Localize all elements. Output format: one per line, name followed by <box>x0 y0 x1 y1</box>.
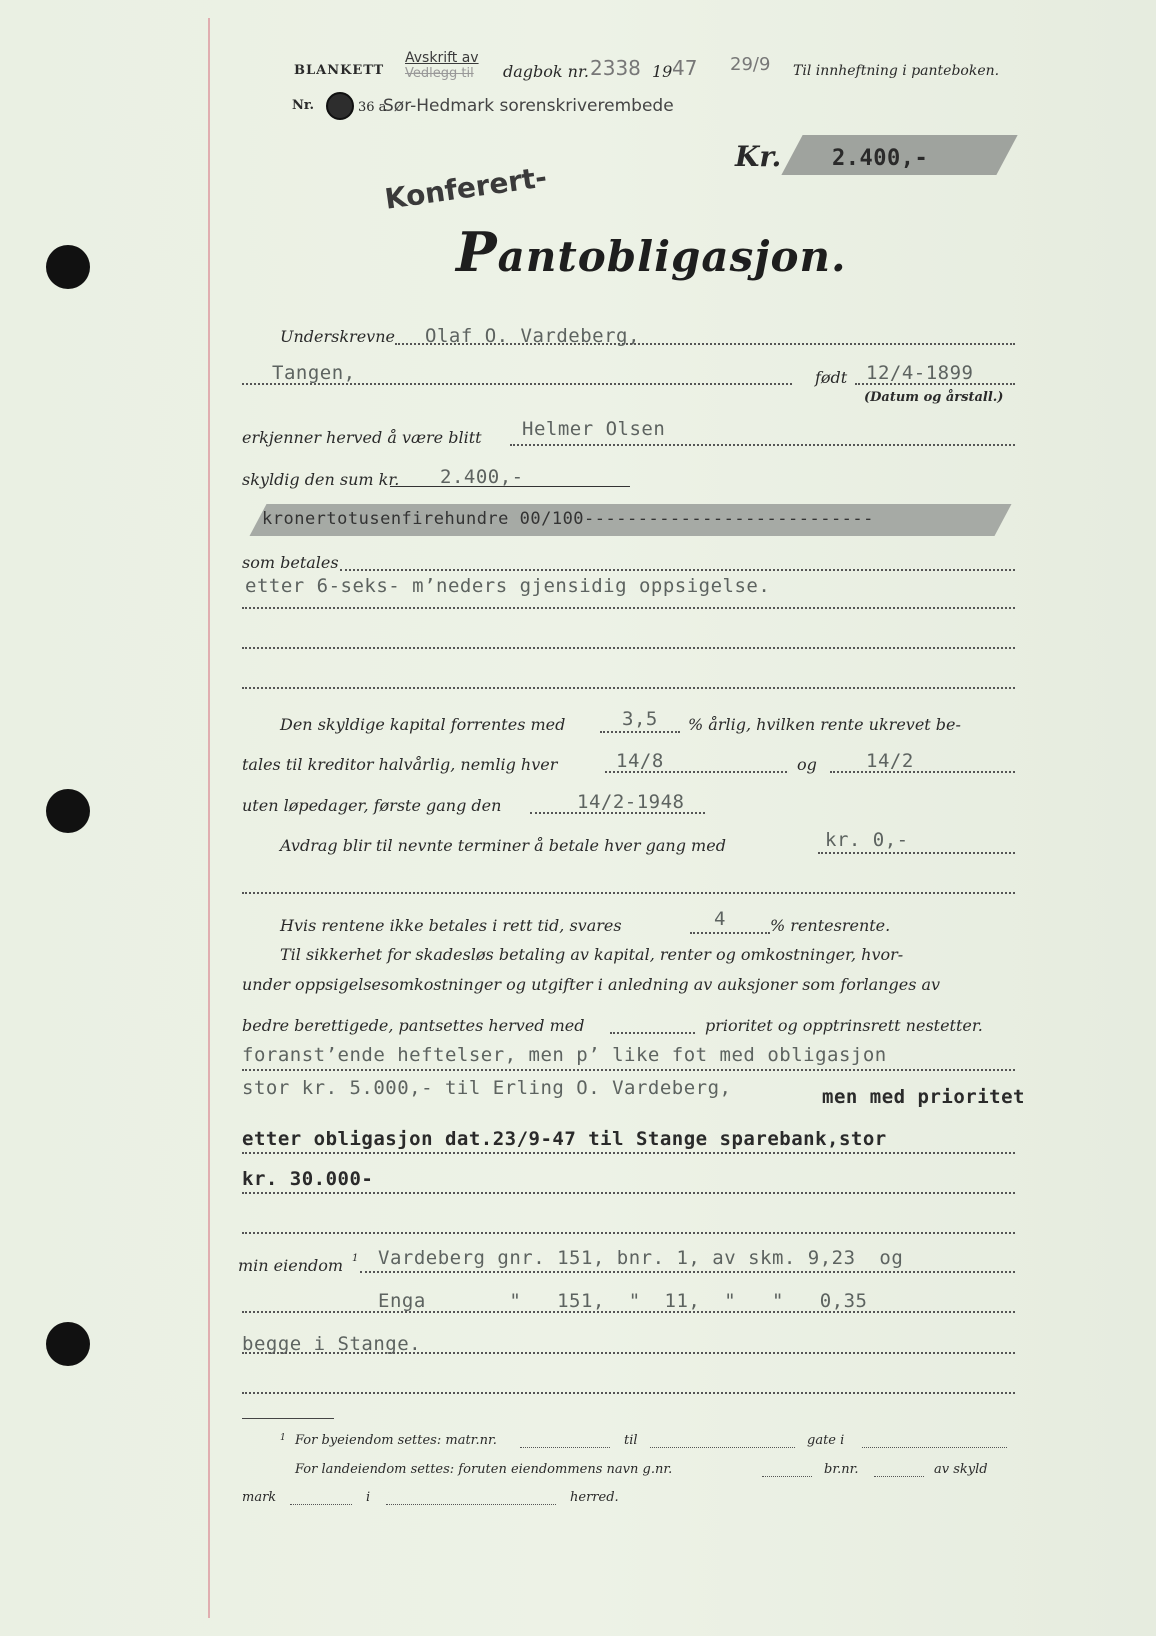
property-line-2: Enga " 151, " 11, " " 0,35 <box>378 1290 868 1312</box>
penalty-rate: 4 <box>714 908 726 930</box>
security-text-1: Til sikkerhet for skadesløs betaling av kapital, renter og omkostninger, hvor- <box>280 945 904 964</box>
footnote-marker: 1 <box>352 1253 359 1264</box>
footnote-number: 1 <box>280 1433 286 1443</box>
dotted-line <box>520 1447 610 1448</box>
dotted-line <box>242 687 1015 689</box>
sum-in-words: kronertotusenfirehundre 00/100--------------------------- <box>262 509 874 529</box>
footnote-2b: br.nr. <box>824 1462 859 1477</box>
footnote-2a: For landeiendom settes: foruten eiendommens navn g.nr. <box>295 1462 673 1477</box>
dotted-line <box>600 731 680 733</box>
fodt-label: født <box>815 368 848 387</box>
priority-line-4: kr. 30.000- <box>242 1168 374 1190</box>
priority-line-3: etter obligasjon dat.23/9-47 til Stange sparebank,stor <box>242 1128 887 1150</box>
dotted-line <box>242 647 1015 649</box>
avdrag-value: kr. 0,- <box>825 829 909 851</box>
security-text-4: prioritet og opptrinsrett nestetter. <box>705 1016 983 1035</box>
dotted-line <box>242 1311 1015 1313</box>
dotted-line <box>242 1392 1015 1394</box>
date-handwritten: 29/9 <box>730 54 771 75</box>
title-initial: P <box>456 220 498 284</box>
birth-date: 12/4-1899 <box>866 362 974 384</box>
og-label: og <box>797 755 817 774</box>
document-title <box>456 220 847 284</box>
dotted-line <box>830 771 1015 773</box>
footnote-3a: mark <box>242 1490 277 1505</box>
dotted-line <box>242 892 1015 894</box>
punch-hole <box>46 245 90 289</box>
betales-label: som betales <box>242 553 339 572</box>
nr-value: 36 a <box>358 100 387 115</box>
first-payment-date: 14/2-1948 <box>577 791 685 813</box>
term-date-2: 14/2 <box>866 750 914 772</box>
interest-rate: 3,5 <box>622 708 658 730</box>
priority-line-1: foranst’ende heftelser, men p’ like fot med obligasjon <box>242 1044 887 1066</box>
panteboken-note: Til innheftning i panteboken. <box>793 63 1000 79</box>
dotted-line <box>510 444 1015 446</box>
konferert-stamp: Konferert- <box>382 160 549 216</box>
office-stamp: Sør-Hedmark sorenskriverembede <box>383 96 674 116</box>
property-line-1: Vardeberg gnr. 151, bnr. 1, av skm. 9,23 og <box>378 1247 904 1269</box>
signer-place: Tangen, <box>272 362 356 384</box>
dotted-line <box>242 1192 1015 1194</box>
avdrag-text: Avdrag blir til nevnte terminer å betale hver gang med <box>280 836 726 855</box>
property-line-3: begge i Stange. <box>242 1333 422 1355</box>
year-prefix: 19 <box>652 62 673 81</box>
dagbok-label: dagbok nr. <box>503 62 589 81</box>
underskrevne-label: Underskrevne <box>280 327 395 346</box>
footnote-1a: For byeiendom settes: matr.nr. <box>295 1433 497 1448</box>
security-text-2: under oppsigelsesomkostninger og utgifter i anledning av auksjoner som forlanges av <box>242 975 941 994</box>
datum-note: (Datum og årstall.) <box>864 390 1004 405</box>
seal-icon <box>326 92 354 120</box>
dotted-line <box>242 607 1015 609</box>
priority-line-2b: men med prioritet <box>822 1086 1025 1108</box>
dotted-line <box>874 1476 924 1477</box>
dotted-line <box>290 1504 352 1505</box>
payment-terms: etter 6-seks- m’neders gjensidig oppsigelse. <box>245 575 771 597</box>
footnote-rule <box>242 1418 334 1419</box>
avskrift-label: Avskrift av <box>405 50 479 66</box>
amount-value: 2.400,- <box>832 146 929 171</box>
dotted-line <box>862 1447 1007 1448</box>
footnote-1c: gate i <box>807 1433 845 1448</box>
kr-label: Kr. <box>735 140 782 173</box>
interest-text: Den skyldige kapital forrentes med <box>280 715 566 734</box>
dotted-line <box>650 1447 795 1448</box>
dotted-line <box>360 1271 1015 1273</box>
dotted-line <box>610 1032 695 1034</box>
margin-line <box>208 18 210 1618</box>
sum-value: 2.400,- <box>440 466 524 488</box>
dotted-line <box>242 1152 1015 1154</box>
punch-hole <box>46 789 90 833</box>
hvis-text: Hvis rentene ikke betales i rett tid, svares <box>280 916 622 935</box>
dotted-line <box>242 1232 1015 1234</box>
erkjenner-label: erkjenner herved å være blitt <box>242 428 482 447</box>
dotted-line <box>386 1504 556 1505</box>
nr-label: Nr. <box>292 98 315 113</box>
term-date-1: 14/8 <box>616 750 664 772</box>
priority-line-2: stor kr. 5.000,- til Erling O. Vardeberg, <box>242 1077 732 1099</box>
creditor-name: Helmer Olsen <box>522 418 666 440</box>
halvarlig-text: tales til kreditor halvårlig, nemlig hver <box>242 755 558 774</box>
dotted-line <box>242 1352 1015 1354</box>
dotted-line <box>818 852 1015 854</box>
vedlegg-label: Vedlegg til <box>405 66 474 81</box>
interest-text-2: % årlig, hvilken rente ukrevet be- <box>688 715 961 734</box>
footnote-2c: av skyld <box>934 1462 988 1477</box>
security-text-3: bedre berettigede, pantsettes herved med <box>242 1016 585 1035</box>
footnote-3c: herred. <box>570 1490 619 1505</box>
footnote-3b: i <box>366 1490 371 1505</box>
dotted-line <box>762 1476 812 1477</box>
signer-name: Olaf O. Vardeberg, <box>425 325 640 347</box>
skyldig-label: skyldig den sum kr. <box>242 470 400 489</box>
dagbok-number: 2338 <box>590 56 641 80</box>
punch-hole <box>46 1322 90 1366</box>
title-rest: antobligasjon. <box>497 232 847 281</box>
rentesrente-text: % rentesrente. <box>770 916 891 935</box>
eiendom-label: min eiendom <box>238 1256 344 1275</box>
dotted-line <box>340 569 1015 571</box>
lopedager-text: uten løpedager, første gang den <box>242 796 502 815</box>
dotted-line <box>242 1069 1015 1071</box>
year-suffix: 47 <box>672 56 698 80</box>
dotted-line <box>690 932 770 934</box>
footnote-1b: til <box>624 1433 638 1448</box>
blankett-label: BLANKETT <box>294 63 385 78</box>
